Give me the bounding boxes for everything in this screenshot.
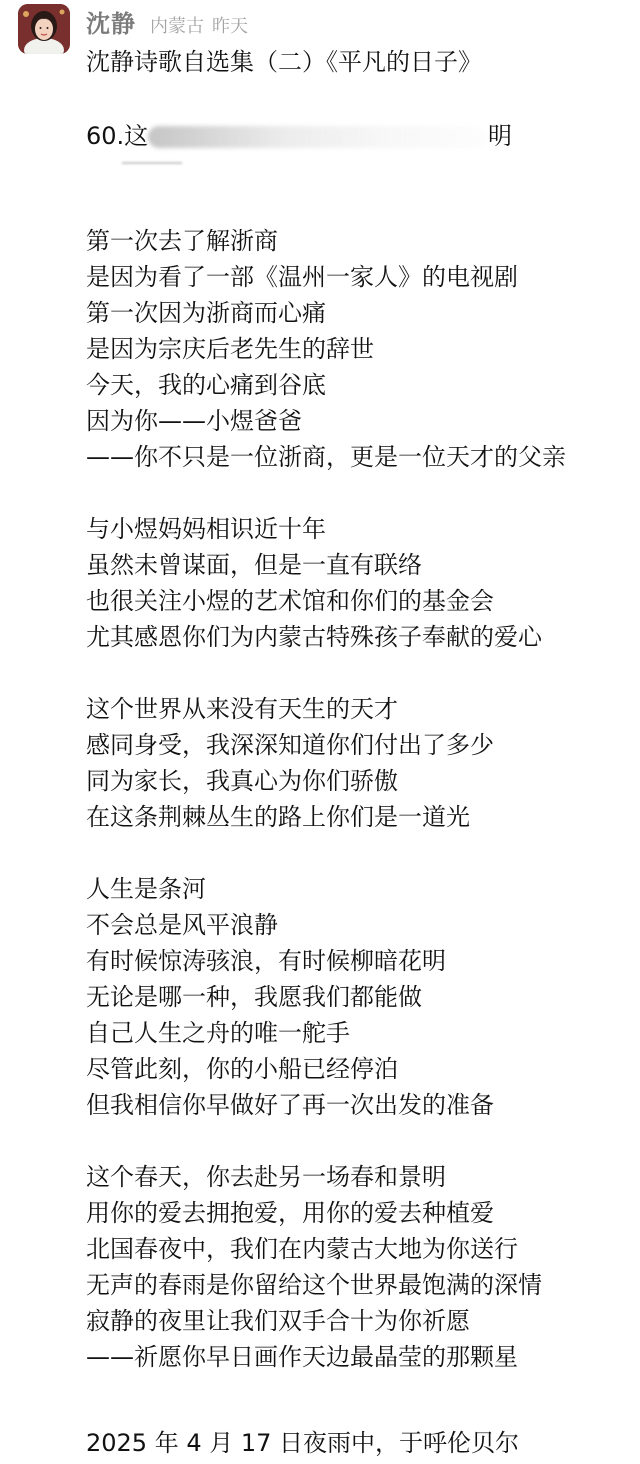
poem-line: 无声的春雨是你留给这个世界最饱满的深情	[86, 1271, 542, 1299]
poem-line: ——你不只是一位浙商，更是一位天才的父亲	[86, 443, 566, 471]
blur-mask	[148, 126, 486, 148]
poem-line: 与小煜妈妈相识近十年	[86, 515, 326, 543]
poem-line: 用你的爱去拥抱爱，用你的爱去种植爱	[86, 1199, 494, 1227]
poem-line: 寂静的夜里让我们双手合十为你祈愿	[86, 1307, 470, 1335]
poem-line: ——祈愿你早日画作天边最晶莹的那颗星	[86, 1343, 518, 1371]
poem-line: 第一次因为浙商而心痛	[86, 299, 326, 327]
poem-body	[86, 223, 626, 1411]
poem-line: 是因为宗庆后老先生的辞世	[86, 335, 374, 363]
poem-line: 在这条荆棘丛生的路上你们是一道光	[86, 803, 470, 831]
post-meta	[86, 4, 248, 38]
stanza-4	[86, 871, 626, 1123]
poem-line: 有时候惊涛骇浪，有时候柳暗花明	[86, 947, 446, 975]
author-avatar[interactable]	[18, 4, 70, 54]
poem-line: 同为家长，我真心为你们骄傲	[86, 767, 398, 795]
poem-line: 这个春天，你去赴另一场春和景明	[86, 1163, 446, 1191]
poem-line: 尽管此刻，你的小船已经停泊	[86, 1055, 398, 1083]
poem-line: 因为你——小煜爸爸	[86, 407, 302, 435]
stanza-3	[86, 691, 626, 835]
avatar-image	[18, 4, 70, 54]
author-name[interactable]: 沈静	[86, 10, 136, 38]
poem-line: 感同身受，我深深知道你们付出了多少	[86, 731, 494, 759]
poem-line: 北国春夜中，我们在内蒙古大地为你送行	[86, 1235, 518, 1263]
poem-line: 但我相信你早做好了再一次出发的准备	[86, 1091, 494, 1119]
subtitle-end-char: 明	[488, 122, 512, 150]
post-location: 内蒙古	[150, 16, 204, 37]
poem-line: 无论是哪一种，我愿我们都能做	[86, 983, 422, 1011]
poem-line: 今天，我的心痛到谷底	[86, 371, 326, 399]
stanza-1	[86, 223, 626, 475]
poem-line: 尤其感恩你们为内蒙古特殊孩子奉献的爱心	[86, 623, 542, 651]
poem-line: 也很关注小煜的艺术馆和你们的基金会	[86, 587, 494, 615]
post-title: 沈静诗歌自选集（二）《平凡的日子》	[86, 48, 482, 76]
poem-line: 是因为看了一部《温州一家人》的电视剧	[86, 263, 518, 291]
blurred-subtitle	[86, 116, 526, 156]
post-time: 昨天	[212, 16, 248, 37]
blur-dash	[122, 162, 182, 164]
stanza-2	[86, 511, 626, 655]
poem-line: 第一次去了解浙商	[86, 227, 278, 255]
poem-line: 不会总是风平浪静	[86, 911, 278, 939]
poem-line: 虽然未曾谋面，但是一直有联络	[86, 551, 422, 579]
poem-line: 自己人生之舟的唯一舵手	[86, 1019, 350, 1047]
stanza-5	[86, 1159, 626, 1375]
poem-line: 这个世界从来没有天生的天才	[86, 695, 398, 723]
poem-signature: 2025 年 4 月 17 日夜雨中，于呼伦贝尔	[86, 1429, 520, 1457]
poem-line: 人生是条河	[86, 875, 206, 903]
subtitle-number: 60.这	[86, 122, 149, 150]
